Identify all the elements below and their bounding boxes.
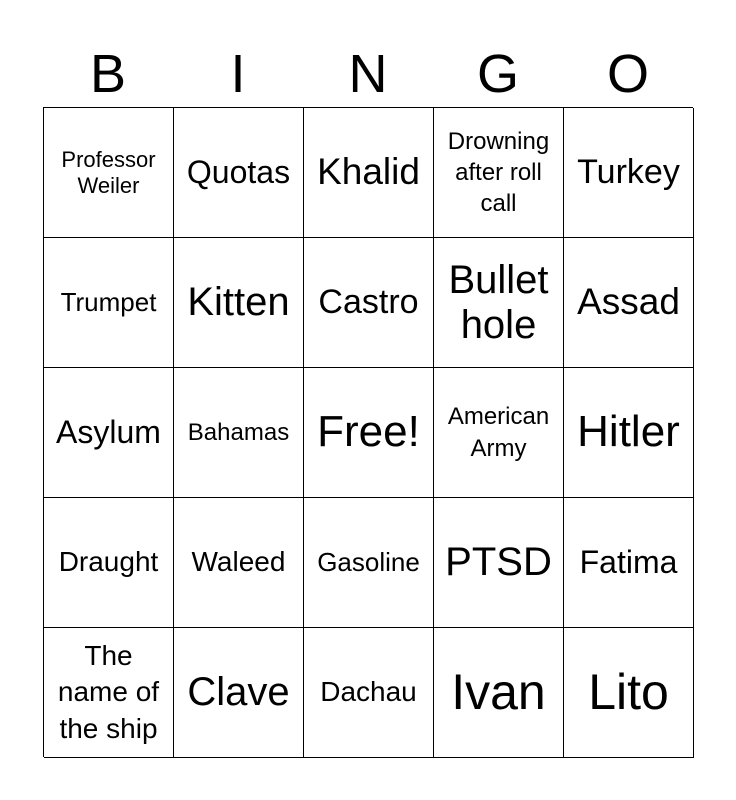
bingo-cell[interactable]: Bahamas: [174, 368, 304, 498]
header-letter-b: B: [89, 44, 127, 104]
bingo-cell[interactable]: Kitten: [174, 238, 304, 368]
bingo-cell[interactable]: Fatima: [564, 498, 694, 628]
bingo-cell[interactable]: Quotas: [174, 108, 304, 238]
bingo-cell[interactable]: Gasoline: [304, 498, 434, 628]
bingo-cell[interactable]: The name of the ship: [44, 628, 174, 758]
bingo-cell[interactable]: Castro: [304, 238, 434, 368]
header-letter-g: G: [476, 44, 519, 104]
bingo-cell[interactable]: Assad: [564, 238, 694, 368]
bingo-cell[interactable]: Drowning after roll call: [434, 108, 564, 238]
header-letter-o: O: [606, 44, 649, 104]
bingo-cell[interactable]: PTSD: [434, 498, 564, 628]
bingo-cell[interactable]: Dachau: [304, 628, 434, 758]
bingo-cell[interactable]: Waleed: [174, 498, 304, 628]
header-letter-i: I: [230, 44, 246, 104]
bingo-cell[interactable]: Turkey: [564, 108, 694, 238]
bingo-cell[interactable]: Asylum: [44, 368, 174, 498]
bingo-cell[interactable]: Ivan: [434, 628, 564, 758]
free-space-cell[interactable]: Free!: [304, 368, 434, 498]
bingo-board: [43, 107, 693, 757]
bingo-cell[interactable]: Clave: [174, 628, 304, 758]
bingo-cell[interactable]: Draught: [44, 498, 174, 628]
bingo-header: [43, 42, 693, 106]
bingo-cell[interactable]: American Army: [434, 368, 564, 498]
header-letter-n: N: [348, 44, 388, 104]
bingo-cell[interactable]: Bullet hole: [434, 238, 564, 368]
bingo-cell[interactable]: Khalid: [304, 108, 434, 238]
bingo-cell[interactable]: Hitler: [564, 368, 694, 498]
bingo-cell[interactable]: Professor Weiler: [44, 108, 174, 238]
bingo-cell[interactable]: Lito: [564, 628, 694, 758]
bingo-cell[interactable]: Trumpet: [44, 238, 174, 368]
